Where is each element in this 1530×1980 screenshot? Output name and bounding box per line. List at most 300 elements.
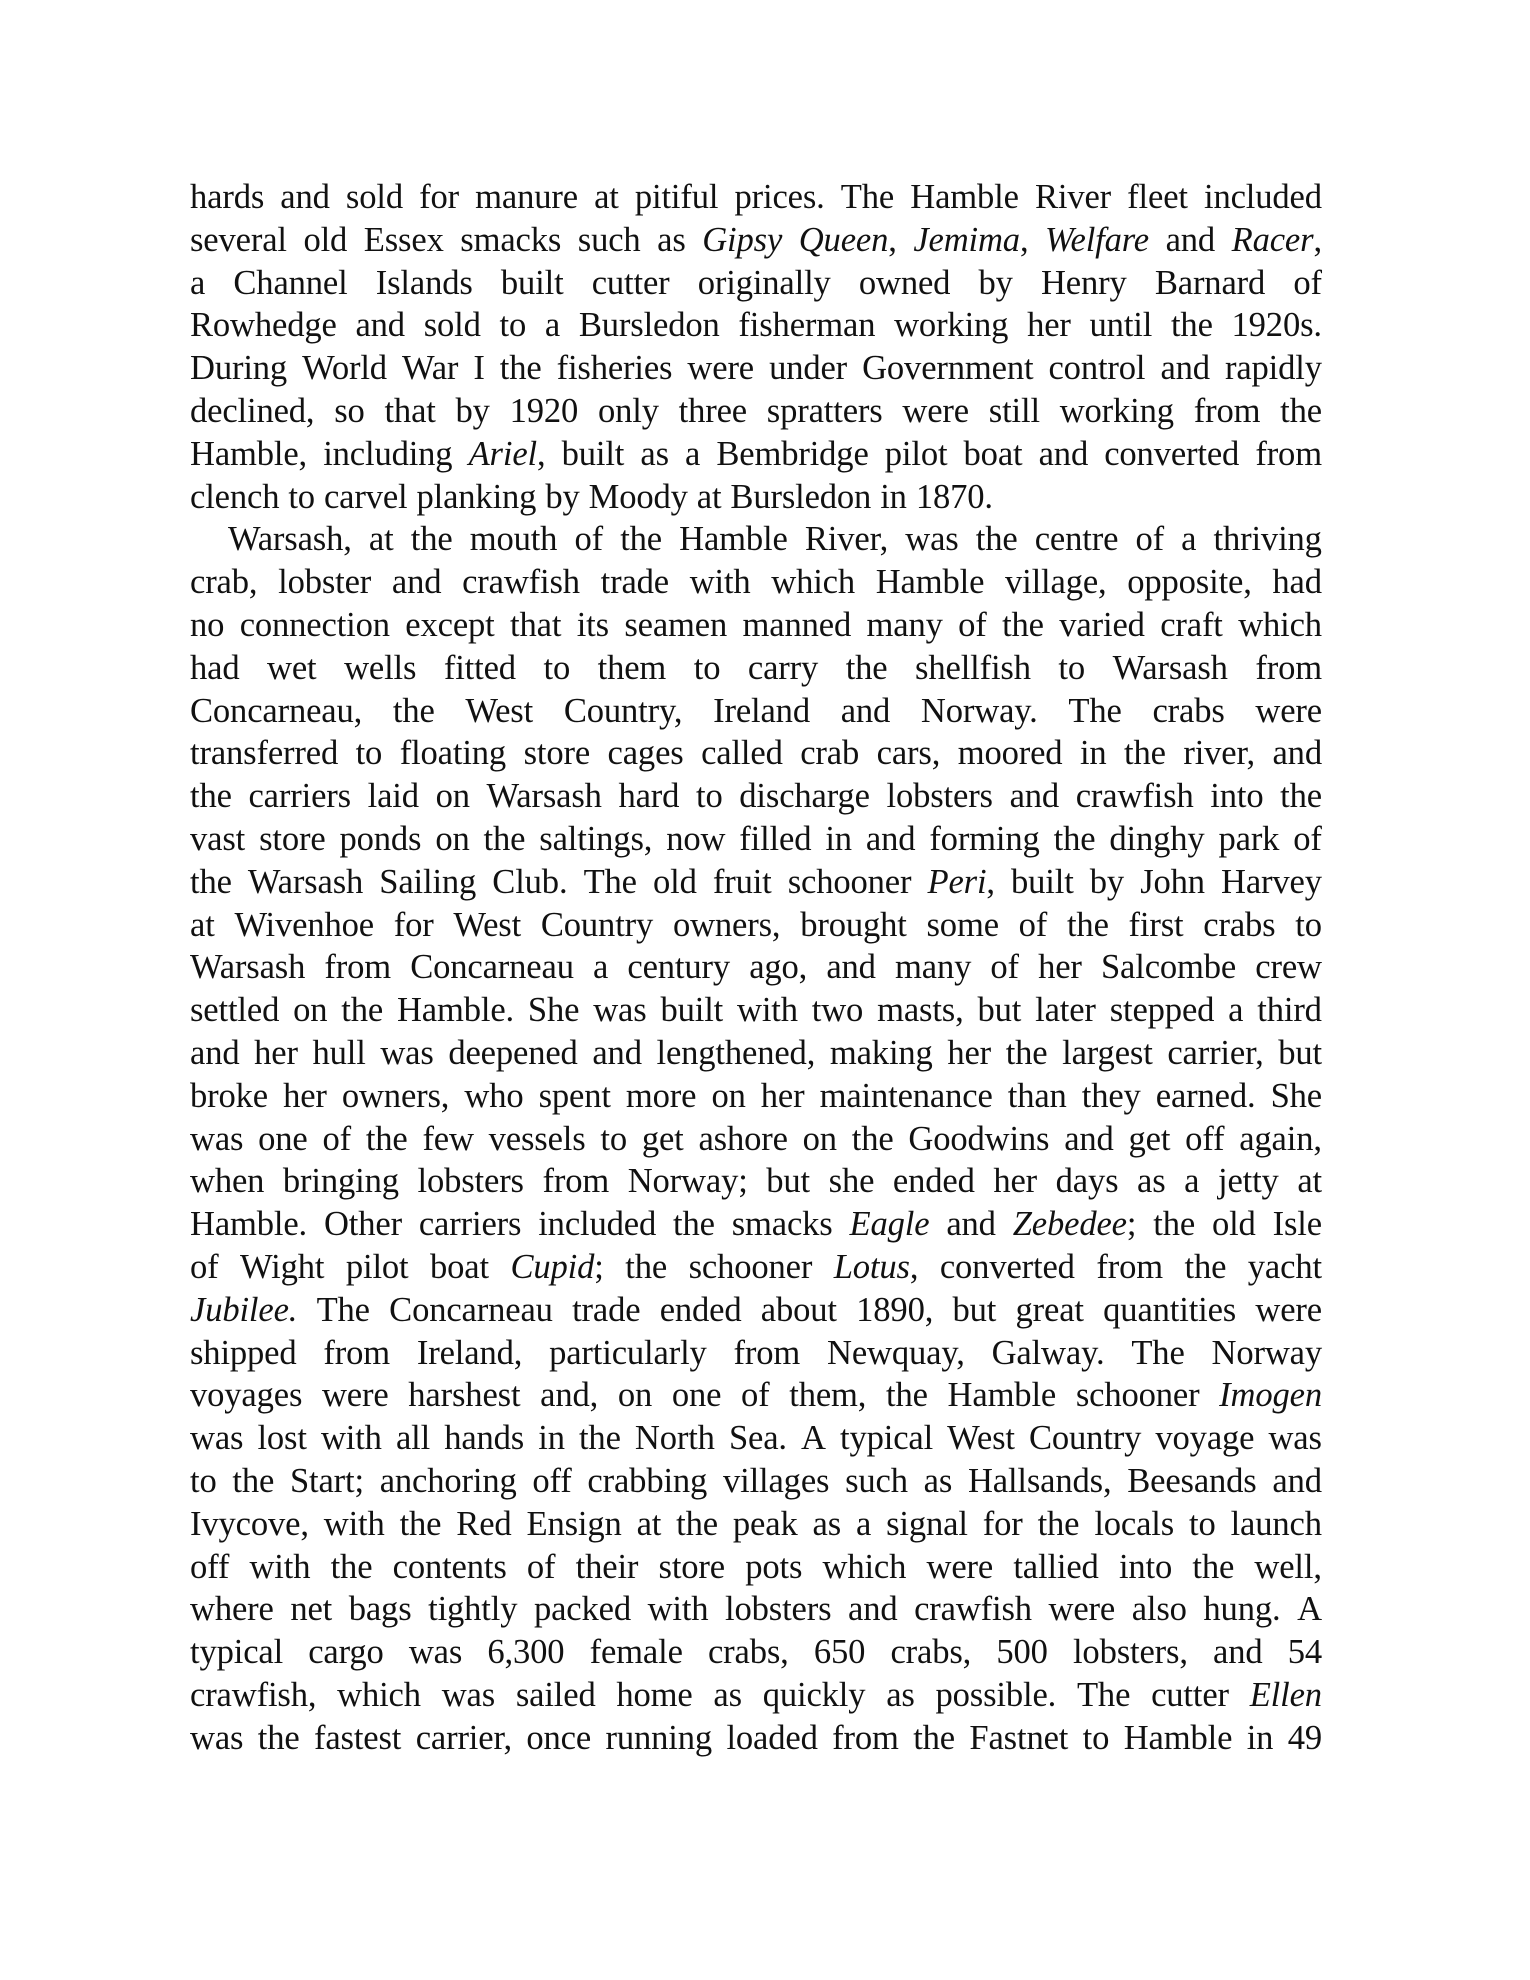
word: yacht	[1247, 1247, 1322, 1286]
word: The	[583, 862, 637, 901]
word: ponds	[339, 819, 422, 858]
word: working	[894, 306, 1009, 345]
word: Ireland	[713, 691, 810, 730]
word: Norway;	[627, 1162, 748, 1201]
word: Warsash	[190, 948, 306, 987]
word: from	[1255, 648, 1322, 687]
word: in	[1079, 734, 1107, 773]
word: the	[1280, 391, 1322, 430]
word: her	[947, 1033, 992, 1072]
word: Goodwins	[908, 1119, 1050, 1158]
word: seamen	[624, 605, 728, 644]
word: great	[1015, 1290, 1084, 1329]
word: later	[1035, 991, 1096, 1030]
word: of	[1293, 263, 1322, 302]
word: Red	[456, 1504, 512, 1543]
word: Hamble.	[396, 991, 515, 1030]
word: was	[190, 1419, 244, 1458]
punctuation: ,	[909, 1247, 919, 1286]
word: Galway.	[991, 1333, 1105, 1372]
word: the	[620, 520, 662, 559]
word: at	[696, 477, 722, 516]
word: craft	[1160, 605, 1223, 644]
text-line	[190, 1417, 1322, 1460]
word: crawfish,	[190, 1675, 317, 1714]
word: schooner	[1075, 1376, 1200, 1415]
text-line	[190, 775, 1322, 818]
word: at	[190, 905, 215, 944]
word: sold	[423, 306, 481, 345]
word: and	[946, 1205, 996, 1244]
word: from	[542, 1162, 610, 1201]
word: quickly	[762, 1675, 866, 1714]
word: except	[405, 605, 495, 644]
word: Harvey	[1221, 862, 1322, 901]
text-line	[190, 1631, 1322, 1674]
text-line	[190, 818, 1322, 861]
word: she	[828, 1162, 875, 1201]
word: were	[926, 1547, 994, 1586]
word: The	[316, 1290, 370, 1329]
word: planking	[416, 477, 537, 516]
word: the	[1124, 734, 1166, 773]
word: the	[578, 1419, 621, 1458]
word: saltings,	[539, 819, 653, 858]
word: get	[1128, 1119, 1171, 1158]
word: at	[636, 1504, 662, 1543]
word: for	[393, 905, 434, 944]
word: a	[593, 948, 609, 987]
word: masts,	[877, 991, 964, 1030]
word: days	[1055, 1162, 1119, 1201]
word: the	[1280, 777, 1322, 816]
word: of	[190, 1247, 219, 1286]
word: owners,	[341, 1076, 450, 1115]
word: were	[1255, 691, 1322, 730]
word: of	[741, 1376, 770, 1415]
word: lobster	[278, 563, 372, 602]
word: at	[594, 178, 619, 216]
word: on	[435, 777, 470, 816]
word: as	[640, 434, 669, 473]
word: bags	[348, 1590, 412, 1629]
word: Norway.	[920, 691, 1038, 730]
word: her	[254, 1033, 298, 1072]
word: converted	[939, 1247, 1075, 1286]
word: was	[441, 1675, 496, 1714]
word: were	[687, 349, 755, 388]
word: some	[926, 905, 999, 944]
word: the	[673, 1205, 715, 1244]
word: opposite,	[1127, 563, 1252, 602]
word: carriers	[248, 777, 351, 816]
word: rapidly	[1224, 349, 1322, 388]
word: cutter	[1151, 1675, 1229, 1714]
word: two	[811, 991, 864, 1030]
word: built	[660, 991, 724, 1030]
text-line	[190, 1032, 1322, 1075]
word: wet	[267, 648, 317, 687]
text-line	[190, 518, 1322, 561]
word: but	[766, 1162, 811, 1201]
word: off	[1185, 1119, 1225, 1158]
word: cages	[607, 734, 684, 773]
italic-word: Peri	[927, 862, 987, 901]
word: with	[689, 563, 751, 602]
italic-word: Jubilee.	[190, 1290, 298, 1329]
word: mouth	[469, 520, 558, 559]
word: discharge	[739, 777, 870, 816]
word: that	[510, 605, 562, 644]
word: store	[259, 819, 326, 858]
word: hards	[190, 178, 265, 216]
word: West	[465, 691, 534, 730]
word: Rowhedge	[190, 306, 337, 345]
italic-word: Jemima	[913, 220, 1020, 259]
word: to	[693, 648, 721, 687]
word: but	[952, 1290, 997, 1329]
word: the	[341, 991, 384, 1030]
word: a	[1184, 1162, 1200, 1201]
word: the	[410, 520, 453, 559]
word: settled	[190, 991, 280, 1030]
word: was	[1268, 1419, 1322, 1458]
word: wells	[344, 648, 417, 687]
word: river,	[1183, 734, 1255, 773]
word: boat	[430, 1247, 489, 1286]
word: laid	[367, 777, 419, 816]
word: as	[713, 1675, 742, 1714]
word: Hamble	[875, 563, 985, 602]
word: one	[671, 1376, 722, 1415]
word: prices.	[734, 178, 825, 216]
word: the	[392, 691, 435, 730]
word: at	[368, 520, 394, 559]
word	[834, 1246, 919, 1289]
text-line	[190, 1503, 1322, 1546]
word: Sea.	[728, 1419, 787, 1458]
word: shellfish	[915, 648, 1031, 687]
word: and	[592, 1033, 642, 1072]
text-line	[190, 1246, 1322, 1289]
word: maintenance	[819, 1076, 993, 1115]
text-line	[190, 1460, 1322, 1503]
word: particularly	[549, 1333, 707, 1372]
word: old	[652, 862, 697, 901]
word: many	[895, 948, 972, 987]
word: by	[455, 391, 490, 430]
punctuation: ,	[986, 862, 995, 901]
word: and	[280, 178, 330, 216]
word: Warsash	[486, 777, 602, 816]
word: all	[395, 1419, 431, 1458]
word: on	[617, 1376, 653, 1415]
word: crab,	[190, 563, 258, 602]
word: 1870.	[915, 477, 993, 516]
word: peak	[732, 1504, 798, 1543]
word: called	[701, 734, 783, 773]
word: was	[190, 1119, 244, 1158]
word	[1219, 1374, 1322, 1417]
word: to	[1058, 648, 1086, 687]
text-line	[190, 561, 1322, 604]
word: the	[975, 520, 1018, 559]
word: a	[190, 263, 206, 302]
word: to	[1082, 1718, 1110, 1757]
word: varied	[1059, 605, 1145, 644]
word: declined,	[190, 391, 315, 430]
word: crabs	[1152, 691, 1225, 730]
word: when	[190, 1162, 265, 1201]
word: were	[902, 391, 969, 430]
word: village,	[1005, 563, 1107, 602]
italic-word: Zebedee	[1012, 1205, 1127, 1244]
word: again,	[1239, 1119, 1322, 1158]
word: the	[913, 1718, 955, 1757]
word	[799, 219, 897, 262]
word: ago,	[749, 948, 808, 987]
word: carvel	[323, 477, 408, 516]
word: 1920	[509, 391, 579, 430]
word: the	[1192, 1547, 1235, 1586]
word: ended	[659, 1290, 742, 1329]
word: Concarneau	[410, 948, 574, 987]
word: Wight	[240, 1247, 325, 1286]
italic-word: Racer	[1231, 220, 1314, 259]
word: River,	[804, 520, 889, 559]
word: by	[978, 263, 1013, 302]
word: Henry	[1040, 263, 1127, 302]
word: pilot	[884, 434, 948, 473]
word: in	[538, 1419, 565, 1458]
word: built	[1011, 862, 1074, 901]
word: crawfish	[1075, 777, 1194, 816]
word: her	[760, 1076, 805, 1115]
word: as	[1137, 1162, 1166, 1201]
text-line	[190, 946, 1322, 989]
word: them,	[789, 1376, 867, 1415]
word: She	[527, 991, 580, 1030]
word: the	[676, 1504, 718, 1543]
word: Hamble.	[190, 1205, 308, 1244]
word: the	[257, 1718, 300, 1757]
word: North	[634, 1419, 715, 1458]
word: crawfish	[462, 563, 580, 602]
word: Isle	[1272, 1205, 1322, 1244]
text-line	[190, 1674, 1322, 1717]
italic-word: Welfare	[1045, 220, 1149, 259]
text-line	[190, 176, 1322, 219]
word: also	[1131, 1590, 1187, 1629]
word: centre	[1034, 520, 1119, 559]
word: largest	[1062, 1033, 1153, 1072]
word: of	[1018, 905, 1048, 944]
word: until	[1089, 306, 1153, 345]
word: A	[801, 1419, 826, 1458]
word: several	[190, 220, 287, 259]
word: shipped	[190, 1333, 297, 1372]
text-line	[190, 1588, 1322, 1631]
word: fastest	[313, 1718, 402, 1757]
italic-word: Queen	[798, 220, 889, 259]
word: schooner	[787, 862, 912, 901]
word: for	[419, 178, 459, 216]
word: carrier,	[1167, 1033, 1264, 1072]
word: on	[711, 1076, 746, 1115]
word: lobsters,	[1072, 1633, 1188, 1672]
text-line	[190, 219, 1322, 262]
word: from	[733, 1333, 801, 1372]
word: a	[544, 306, 561, 345]
text-line	[190, 390, 1322, 433]
word: bringing	[282, 1162, 399, 1201]
word: to	[1295, 905, 1322, 944]
word: carriers	[418, 1205, 522, 1244]
word: the	[1153, 1205, 1196, 1244]
word: and	[391, 563, 442, 602]
body-text	[190, 176, 1322, 1759]
word	[927, 861, 994, 904]
word: as	[886, 1675, 915, 1714]
word: lobsters	[725, 1590, 832, 1629]
text-line	[190, 262, 1322, 305]
word: were	[1048, 1590, 1116, 1629]
word: to	[600, 1119, 628, 1158]
word	[913, 219, 1028, 262]
word	[190, 1289, 297, 1332]
word: to	[288, 477, 315, 516]
word: her	[1027, 306, 1071, 345]
word: converted	[1104, 434, 1240, 473]
word: the	[1005, 1033, 1048, 1072]
word: possible.	[935, 1675, 1057, 1714]
word: which	[337, 1675, 421, 1714]
word: the	[1053, 819, 1096, 858]
word: than	[1007, 1076, 1067, 1115]
word: filled	[739, 819, 812, 858]
punctuation: ,	[536, 434, 546, 473]
word: few	[422, 1119, 474, 1158]
word: off	[190, 1547, 230, 1586]
word: the	[886, 1376, 928, 1415]
word: the	[1066, 905, 1109, 944]
word: with	[323, 1504, 385, 1543]
word: century	[627, 948, 731, 987]
word: the	[851, 1119, 894, 1158]
word: its	[576, 605, 609, 644]
word: manure	[475, 178, 578, 216]
word: three	[678, 391, 747, 430]
word: voyages	[190, 1376, 303, 1415]
word: vast	[190, 819, 246, 858]
word: from	[832, 1718, 899, 1757]
word: female	[589, 1633, 683, 1672]
word: a	[685, 434, 701, 473]
word: manned	[742, 605, 852, 644]
word: had	[1272, 563, 1322, 602]
word: more	[625, 1076, 697, 1115]
word: jetty	[1217, 1162, 1279, 1201]
word: transferred	[190, 734, 339, 773]
word: villages	[722, 1461, 830, 1500]
word: and,	[540, 1376, 599, 1415]
word: harshest	[408, 1376, 521, 1415]
word: fleet	[1127, 178, 1188, 216]
word: of	[1135, 520, 1164, 559]
word: locals	[1094, 1504, 1175, 1543]
word: get	[641, 1119, 684, 1158]
word: hung.	[1203, 1590, 1281, 1629]
word: The	[1131, 1333, 1185, 1372]
word: for	[982, 1504, 1023, 1543]
word: the	[1184, 1247, 1227, 1286]
word: a	[855, 1504, 872, 1543]
word: on	[802, 1119, 837, 1158]
word: thriving	[1213, 520, 1322, 559]
word: smacks	[460, 220, 562, 259]
word: trade	[600, 563, 669, 602]
word: hull	[312, 1033, 366, 1072]
italic-word: Cupid	[510, 1247, 595, 1286]
word: to	[190, 1461, 217, 1500]
word: into	[1118, 1547, 1173, 1586]
text-line	[190, 989, 1322, 1032]
word: as	[812, 1504, 842, 1543]
word: was	[905, 520, 959, 559]
word: moored	[957, 734, 1063, 773]
text-line	[190, 1374, 1322, 1417]
word: ashore	[698, 1119, 788, 1158]
word: and	[1160, 349, 1210, 388]
word: was	[190, 1718, 244, 1757]
word: Hallsands,	[967, 1461, 1112, 1500]
word: 650	[813, 1633, 866, 1672]
word: Beesands	[1127, 1461, 1257, 1500]
word: Concarneau	[389, 1290, 553, 1329]
word: clench	[190, 477, 280, 516]
word: by	[1089, 862, 1125, 901]
word: loaded	[726, 1718, 818, 1757]
word: hands	[444, 1419, 525, 1458]
word: the	[483, 819, 526, 858]
word: ended	[892, 1162, 975, 1201]
word: they	[1081, 1076, 1141, 1115]
word	[1013, 1203, 1137, 1246]
word: crabs	[1203, 905, 1276, 944]
word	[702, 219, 782, 262]
word: Government	[862, 349, 1034, 388]
word: Moody	[588, 477, 688, 516]
text-line	[190, 1717, 1322, 1760]
word: were	[1255, 1290, 1322, 1329]
word: hard	[618, 777, 680, 816]
word: from	[1096, 1247, 1163, 1286]
word: to	[499, 306, 527, 345]
word: park	[1218, 819, 1280, 858]
word: signal	[886, 1504, 968, 1543]
word: with	[737, 991, 798, 1030]
text-line	[190, 1289, 1322, 1332]
word: cars,	[876, 734, 941, 773]
word: on	[293, 991, 328, 1030]
word: a	[1181, 520, 1197, 559]
word: them	[597, 648, 667, 687]
italic-word: Eagle	[849, 1205, 930, 1244]
word: Bursledon	[578, 306, 720, 345]
word: included	[1204, 178, 1322, 216]
word	[469, 433, 546, 476]
word: with	[320, 1419, 382, 1458]
